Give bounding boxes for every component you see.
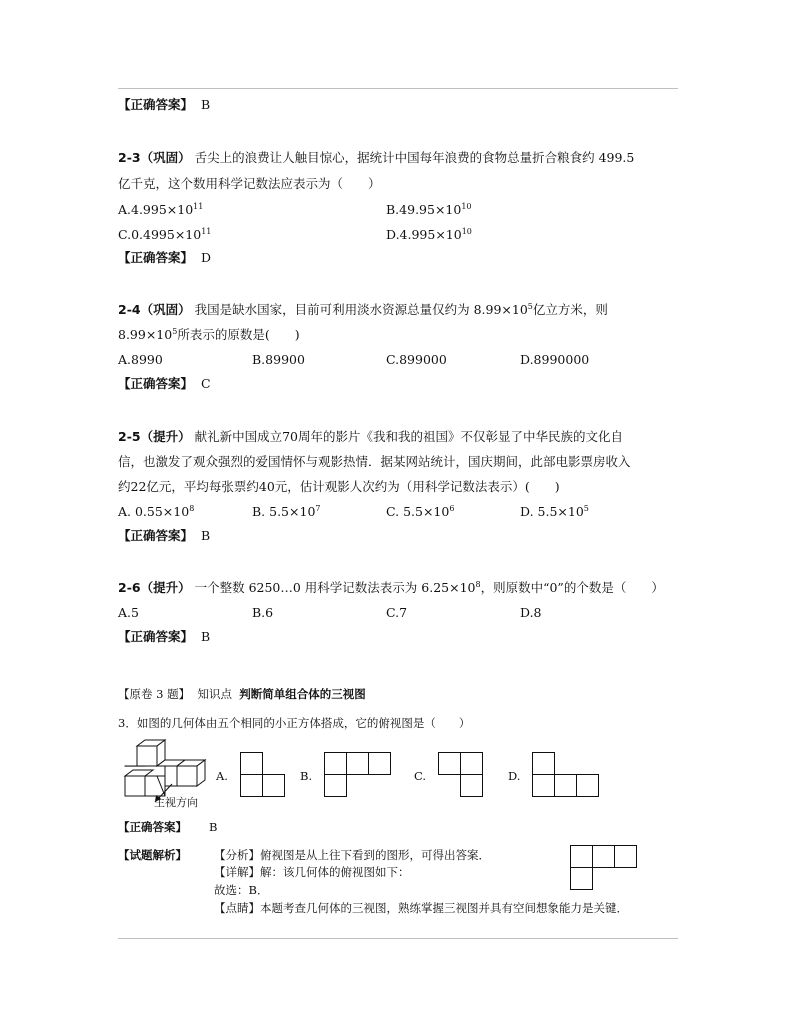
- front-view-label: 主视方向: [154, 796, 198, 809]
- top-divider: [118, 88, 678, 89]
- q23-line2: 亿千克，这个数用科学记数法应表示为（ ）: [118, 176, 381, 191]
- q26-line1: 2-6（提升） 一个整数 6250…0 用科学记数法表示为 $6.25\times 10^8$，则原数中“0”的个数是（ ）: [118, 580, 664, 595]
- q26-option-c: C.7: [386, 605, 408, 620]
- q3-option-c-figure: [438, 752, 484, 798]
- q3-answer-line: [118, 819, 217, 835]
- q25-option-d: D. $5.5\times 10^5$: [520, 504, 589, 519]
- q24-number: 2-4: [118, 302, 141, 317]
- q3-option-a-figure: [240, 752, 286, 798]
- analysis-top-view-figure: [570, 845, 638, 891]
- q3-header: [118, 686, 366, 702]
- answer-label: 【正确答案】: [118, 820, 187, 834]
- answer-label: 【正确答案】: [118, 376, 194, 391]
- q3-option-a-label: A.: [216, 769, 228, 783]
- q23-answer-line: [118, 250, 211, 266]
- answer-value: B: [201, 629, 211, 644]
- q24-line2: $8.99\times 10^5$所表示的原数是( ): [118, 327, 300, 342]
- q3-option-b-label: B.: [300, 769, 313, 783]
- bottom-divider: [118, 938, 678, 939]
- q26-answer-line: [118, 629, 210, 645]
- q24-option-c: C.899000: [386, 352, 447, 367]
- q25-level: （提升）: [140, 429, 191, 444]
- q24-level: （巩固）: [140, 302, 191, 317]
- answer-value: C: [201, 376, 211, 391]
- prev-answer-line: [118, 97, 210, 113]
- q24-answer-line: [118, 376, 211, 392]
- answer-label: 【正确答案】: [118, 528, 194, 543]
- q3-stem: 3．如图的几何体由五个相同的小正方体搭成，它的俯视图是（ ）: [118, 716, 471, 730]
- analysis-line-4: 【点睛】本题考查几何体的三视图，熟练掌握三视图并具有空间想象能力是关键．: [214, 901, 628, 915]
- q23-line1: [118, 150, 634, 166]
- q25-option-c: C. $5.5\times 10^6$: [386, 504, 455, 519]
- q3-header-kp-label: 知识点: [197, 687, 232, 701]
- q25-option-b: B. $5.5\times 10^7$: [252, 504, 321, 519]
- q25-answer-line: [118, 528, 210, 544]
- q23-option-c: $C.0.4995\times 10^{11}$: [118, 227, 212, 242]
- analysis-line-1: 【分析】俯视图是从上往下看到的图形，可得出答案．: [214, 848, 490, 862]
- q3-option-d-figure: [532, 752, 600, 798]
- q23-number: 2-3: [118, 150, 141, 165]
- q25-line3: 约22亿元，平均每张票约40元，估计观影人次约为（用科学记数法表示）( ): [118, 479, 560, 494]
- q26-option-a: A.5: [118, 605, 139, 620]
- q25-line1: 2-5（提升） 献礼新中国成立70周年的影片《我和我的祖国》不仅彰显了中华民族的文化自: [118, 429, 624, 444]
- q3-option-d-label: D.: [508, 769, 521, 783]
- q26-number: 2-6: [118, 580, 141, 595]
- answer-value: B: [201, 528, 211, 543]
- q3-option-b-figure: [324, 752, 392, 798]
- q26-option-b: B.6: [252, 605, 274, 620]
- q23-option-d: $D.4.995\times 10^{10}$: [386, 227, 472, 242]
- q24-option-b: B.89900: [252, 352, 305, 367]
- q23-level: （巩固）: [140, 150, 191, 165]
- q3-header-kp: 判断简单组合体的三视图: [239, 687, 366, 701]
- answer-value: D: [201, 250, 212, 265]
- q26-level: （提升）: [140, 580, 191, 595]
- answer-label: 【正确答案】: [118, 250, 194, 265]
- q25-number: 2-5: [118, 429, 141, 444]
- q24-line1: 2-4（巩固） 我国是缺水国家，目前可利用淡水资源总量仅约为 $8.99\times 10^5$亿立方米，则: [118, 302, 608, 317]
- q25-option-a: A. $0.55\times 10^8$: [118, 504, 195, 519]
- q23-option-b: $B.49.95\times 10^{10}$: [386, 202, 472, 217]
- q24-option-d: D.8990000: [520, 352, 590, 367]
- answer-label: 【正确答案】: [118, 97, 194, 112]
- q25-line2: 信，也激发了观众强烈的爱国情怀与观影热情．据某网站统计，国庆期间，此部电影票房收入: [118, 454, 631, 469]
- answer-value: B: [201, 97, 211, 112]
- analysis-line-3: 故选：B．: [214, 883, 269, 897]
- answer-value: B: [209, 820, 218, 834]
- q3-option-c-label: C.: [414, 769, 427, 783]
- analysis-line-2: 【详解】解：该几何体的俯视图如下：: [214, 865, 410, 879]
- q24-option-a: A.8990: [118, 352, 163, 367]
- q26-option-d: D.8: [520, 605, 542, 620]
- q3-header-source: 【原卷 3 题】: [118, 687, 191, 701]
- answer-label: 【正确答案】: [118, 629, 194, 644]
- analysis-label: 【试题解析】: [118, 848, 187, 862]
- q23-text1: 舌尖上的浪费让人触目惊心，据统计中国每年浪费的食物总量折合粮食约 499.5: [194, 150, 635, 165]
- q23-option-a: $A.4.995\times 10^{11}$: [118, 202, 204, 217]
